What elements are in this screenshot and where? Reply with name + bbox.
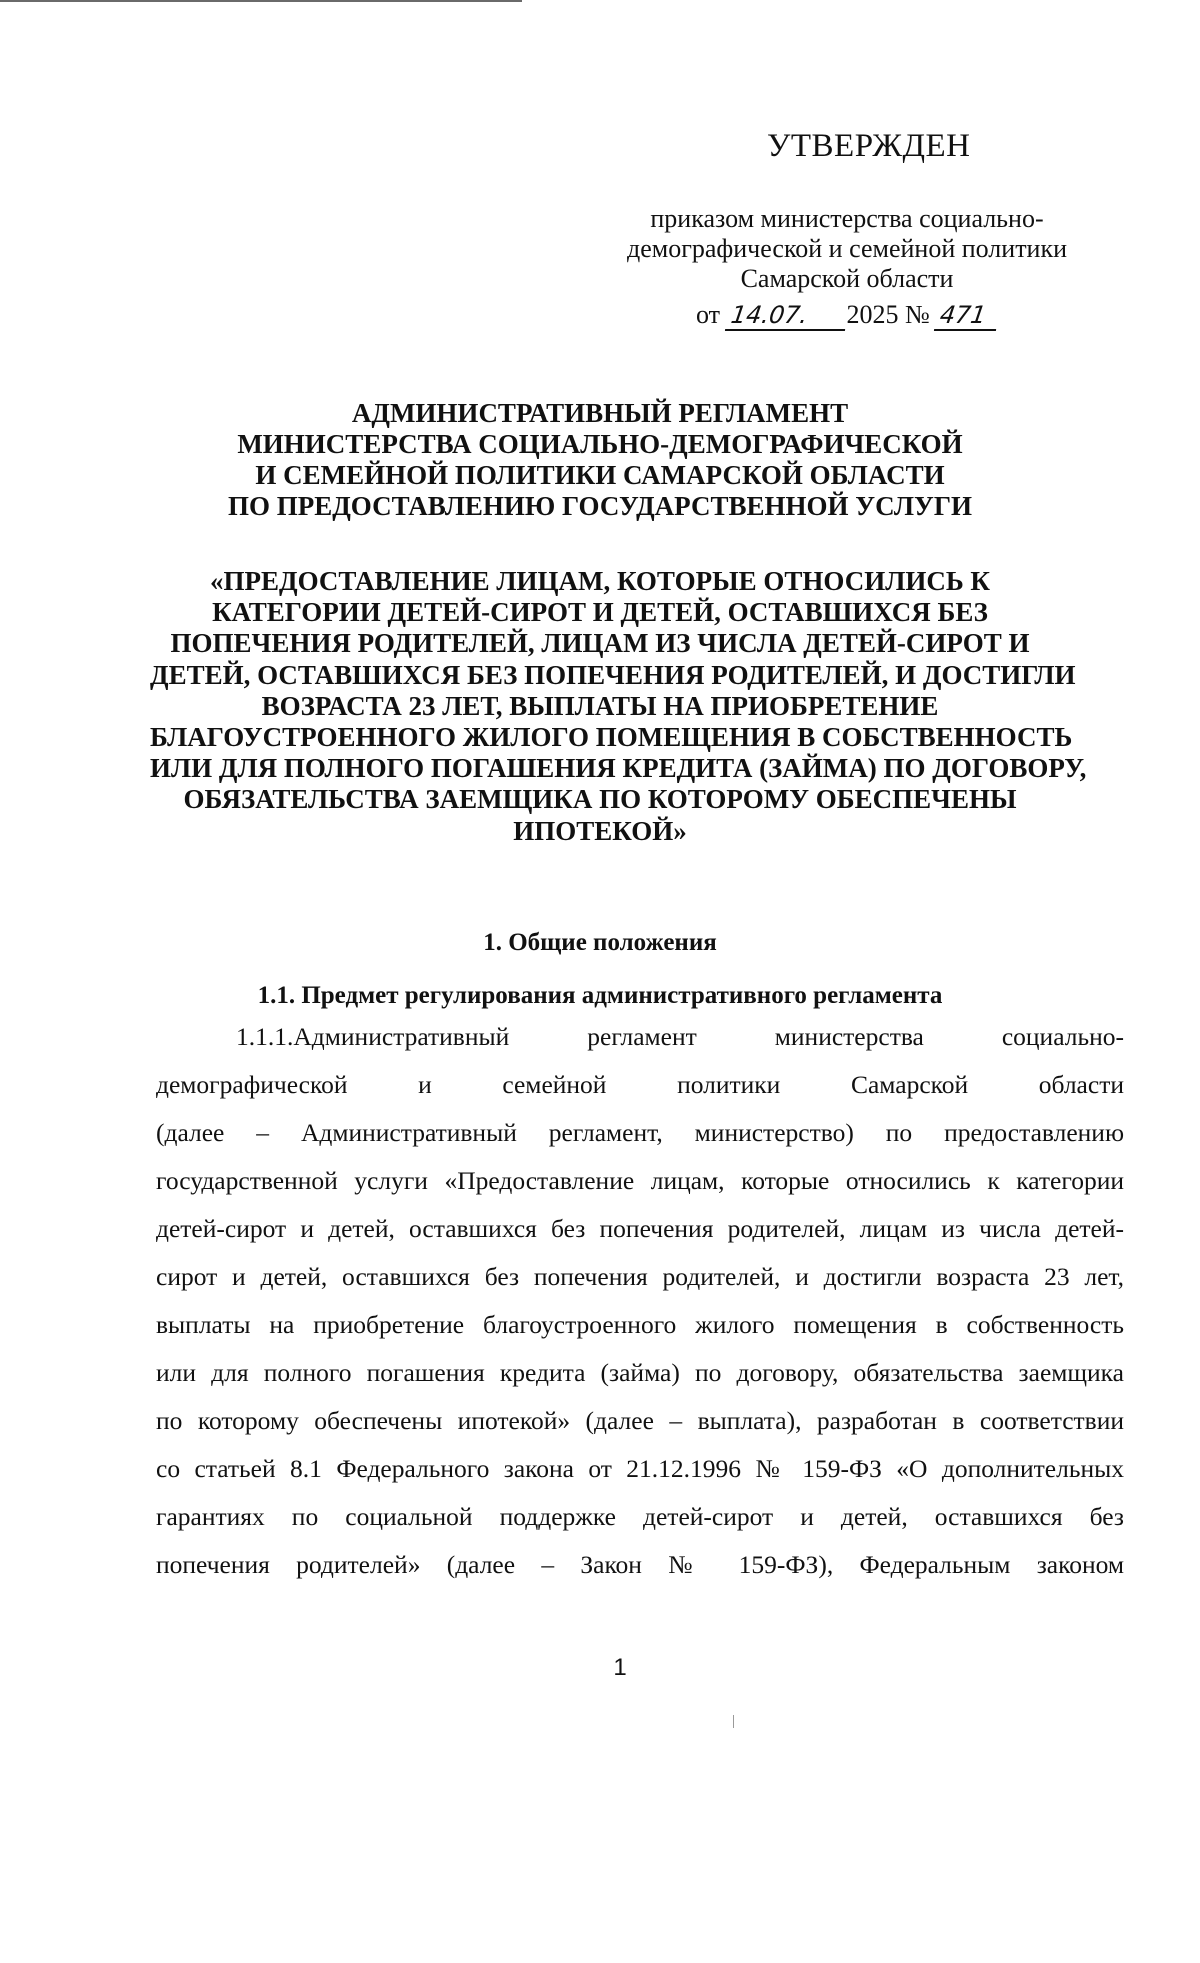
paragraph-line: сирот и детей, оставшихся без попечения родителей, и достигли возраста 23 лет, — [156, 1262, 1124, 1291]
service-line-3: ПОПЕЧЕНИЯ РОДИТЕЛЕЙ, ЛИЦАМ ИЗ ЧИСЛА ДЕТЕЙ-СИРОТ И — [170, 628, 1030, 659]
date-prefix: от — [696, 300, 721, 329]
title-line-2: МИНИСТЕРСТВА СОЦИАЛЬНО-ДЕМОГРАФИЧЕСКОЙ — [237, 429, 963, 459]
page-number: 1 — [613, 1654, 627, 1681]
approval-order-line-2: демографической и семейной политики — [626, 234, 1068, 263]
paragraph-line: со статьей 8.1 Федерального закона от 21.12.1996 № 159-ФЗ «О дополнительных — [156, 1454, 1124, 1483]
subsection-heading: 1.1. Предмет регулирования административного регламента — [257, 982, 943, 1009]
paragraph-line: попечения родителей» (далее – Закон № 159-ФЗ), Федеральным законом — [156, 1550, 1124, 1579]
service-line-5: ВОЗРАСТА 23 ЛЕТ, ВЫПЛАТЫ НА ПРИОБРЕТЕНИЕ — [261, 690, 939, 721]
section-heading: 1. Общие положения — [483, 929, 717, 956]
service-line-9: ИПОТЕКОЙ» — [513, 815, 687, 846]
approval-date-row — [696, 300, 998, 331]
paragraph-line: или для полного погашения кредита (займа) по договору, обязательства заемщика — [156, 1358, 1124, 1387]
year-and-number-label: 2025 № — [846, 300, 930, 329]
paragraph-line: детей-сирот и детей, оставшихся без попечения родителей, лицам из числа детей- — [156, 1214, 1124, 1243]
service-line-4: ДЕТЕЙ, ОСТАВШИХСЯ БЕЗ ПОПЕЧЕНИЯ РОДИТЕЛЕЙ, И ДОСТИГЛИ — [150, 659, 1076, 690]
paragraph-line: (далее – Административный регламент, министерство) по предоставлению — [156, 1118, 1124, 1147]
paragraph-line: гарантиях по социальной поддержке детей-сирот и детей, оставшихся без — [156, 1502, 1124, 1531]
approval-order-line-3: Самарской области — [740, 264, 954, 293]
handwritten-date: 14.07. — [724, 301, 848, 331]
title-line-1: АДМИНИСТРАТИВНЫЙ РЕГЛАМЕНТ — [351, 398, 849, 428]
approval-order-line-1: приказом министерства социально- — [650, 204, 1044, 233]
title-line-3: И СЕМЕЙНОЙ ПОЛИТИКИ САМАРСКОЙ ОБЛАСТИ — [255, 460, 945, 490]
paragraph-line: по которому обеспечены ипотекой» (далее – выплата), разработан в соответствии — [156, 1406, 1124, 1435]
paragraph-line: государственной услуги «Предоставление лицам, которые относились к категории — [156, 1166, 1124, 1195]
handwritten-order-number: 471 — [934, 301, 1000, 331]
service-line-7: ИЛИ ДЛЯ ПОЛНОГО ПОГАШЕНИЯ КРЕДИТА (ЗАЙМА) ПО ДОГОВОРУ, — [150, 753, 1087, 784]
paragraph-line: выплаты на приобретение благоустроенного жилого помещения в собственность — [156, 1310, 1124, 1339]
document-title — [150, 398, 1050, 522]
scan-artifact-top-line — [0, 0, 522, 2]
service-line-1: «ПРЕДОСТАВЛЕНИЕ ЛИЦАМ, КОТОРЫЕ ОТНОСИЛИСЬ К — [209, 566, 990, 596]
service-line-2: КАТЕГОРИИ ДЕТЕЙ-СИРОТ И ДЕТЕЙ, ОСТАВШИХСЯ БЕЗ — [212, 597, 988, 628]
scan-artifact-tick — [733, 1715, 734, 1728]
service-name-title — [150, 566, 1087, 847]
service-line-8: ОБЯЗАТЕЛЬСТВА ЗАЕМЩИКА ПО КОТОРОМУ ОБЕСПЕЧЕНЫ — [183, 784, 1017, 815]
paragraph-line: 1.1.1.Административный регламент министерства социально- — [236, 1022, 1124, 1051]
service-line-6: БЛАГОУСТРОЕННОГО ЖИЛОГО ПОМЕЩЕНИЯ В СОБСТВЕННОСТЬ — [150, 722, 1073, 753]
paragraph-line: демографической и семейной политики Самарской области — [156, 1070, 1124, 1099]
approval-heading: УТВЕРЖДЕН — [767, 128, 971, 164]
title-line-4: ПО ПРЕДОСТАВЛЕНИЮ ГОСУДАРСТВЕННОЙ УСЛУГИ — [227, 491, 973, 521]
